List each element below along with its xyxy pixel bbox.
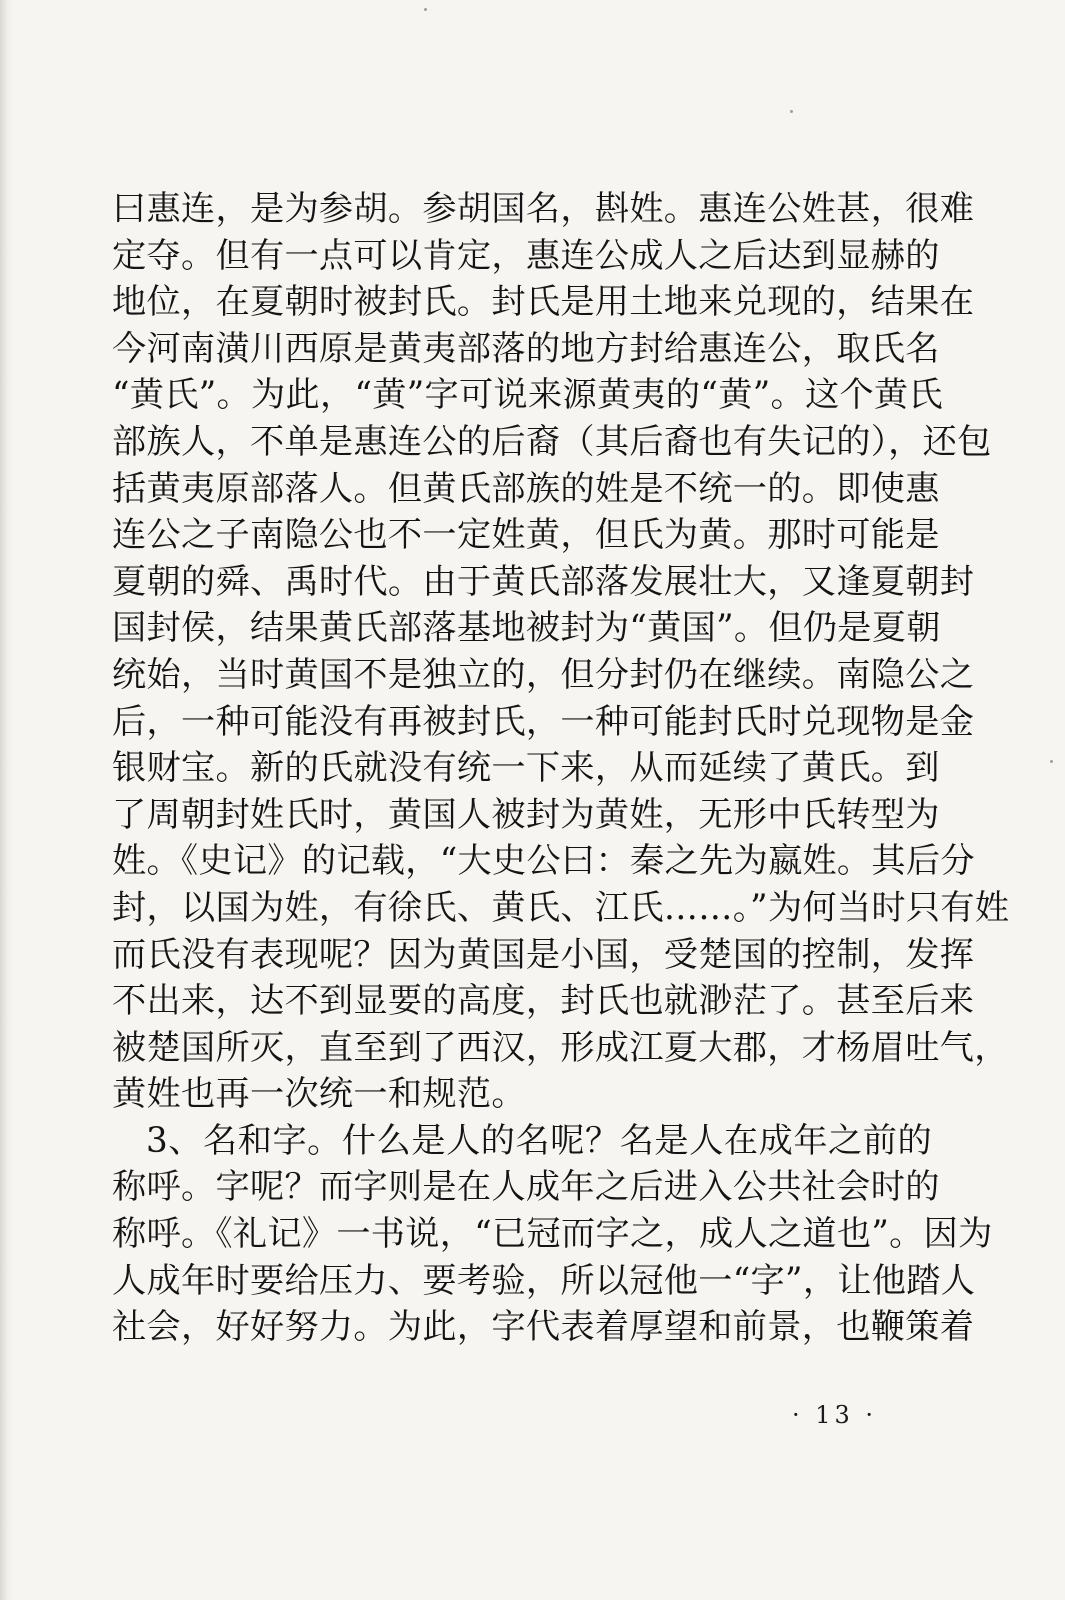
text-line: 社会，好好努力。为此，字代表着厚望和前景，也鞭策着 — [112, 1307, 975, 1348]
scan-speck — [790, 110, 793, 113]
text-line: 被楚国所灭，直至到了西汉，形成江夏大郡，才杨眉吐气， — [112, 1027, 1009, 1068]
text-line: 定夺。但有一点可以肯定，惠连公成人之后达到显赫的 — [112, 235, 940, 276]
paragraph-1 — [112, 186, 1010, 1118]
text-line: 连公之子南隐公也不一定姓黄，但氏为黄。那时可能是 — [112, 515, 940, 556]
text-line: 夏朝的舜、禹时代。由于黄氏部落发展壮大，又逢夏朝封 — [112, 561, 975, 602]
text-line: 而氏没有表现呢？因为黄国是小国，受楚国的控制，发挥 — [112, 934, 975, 975]
page-binding-edge — [0, 0, 12, 1600]
text-line: 人成年时要给压力、要考验，所以冠他一“字”，让他踏人 — [112, 1260, 976, 1301]
text-line: 不出来，达不到显要的高度，封氏也就渺茫了。甚至后来 — [112, 981, 975, 1022]
text-line: 姓。《史记》的记载，“大史公曰：秦之先为嬴姓。其后分 — [112, 841, 975, 882]
text-line: 3、名和字。什么是人的名呢？名是人在成年之前的 — [146, 1120, 932, 1161]
text-line: 统始，当时黄国不是独立的，但分封仍在继续。南隐公之 — [112, 654, 975, 695]
text-line: 封，以国为姓，有徐氏、黄氏、江氏……。”为何当时只有姓 — [112, 887, 1010, 928]
scan-speck — [424, 8, 427, 11]
text-line: 称呼。字呢？而字则是在人成年之后进入公共社会时的 — [112, 1167, 940, 1208]
text-line: 括黄夷原部落人。但黄氏部族的姓是不统一的。即使惠 — [112, 468, 940, 509]
text-line: 曰惠连，是为参胡。参胡国名，斟姓。惠连公姓甚，很难 — [112, 189, 975, 229]
text-line: 国封侯，结果黄氏部落基地被封为“黄国”。但仍是夏朝 — [112, 608, 941, 649]
text-line: 黄姓也再一次统一和规范。 — [112, 1074, 526, 1115]
text-line: 部族人，不单是惠连公的后裔（其后裔也有失记的），还包 — [112, 421, 992, 462]
text-line: “黄氏”。为此，“黄”字可说来源黄夷的“黄”。这个黄氏 — [112, 375, 943, 416]
text-line: 银财宝。新的氏就没有统一下来，从而延续了黄氏。到 — [112, 748, 940, 789]
scan-speck — [1050, 760, 1053, 763]
text-line: 后，一种可能没有再被封氏，一种可能封氏时兑现物是金 — [112, 701, 975, 742]
text-line: 地位，在夏朝时被封氏。封氏是用土地来兑现的，结果在 — [112, 282, 975, 323]
paragraph-2 — [112, 1118, 993, 1351]
text-line: 称呼。《礼记》一书说，“已冠而字之，成人之道也”。因为 — [112, 1214, 993, 1255]
text-line: 今河南潢川西原是黄夷部落的地方封给惠连公，取氏名 — [112, 328, 940, 369]
page-number: · 13 · — [792, 1401, 878, 1429]
text-line: 了周朝封姓氏时，黄国人被封为黄姓，无形中氏转型为 — [112, 794, 940, 835]
body-text — [112, 186, 1010, 1351]
